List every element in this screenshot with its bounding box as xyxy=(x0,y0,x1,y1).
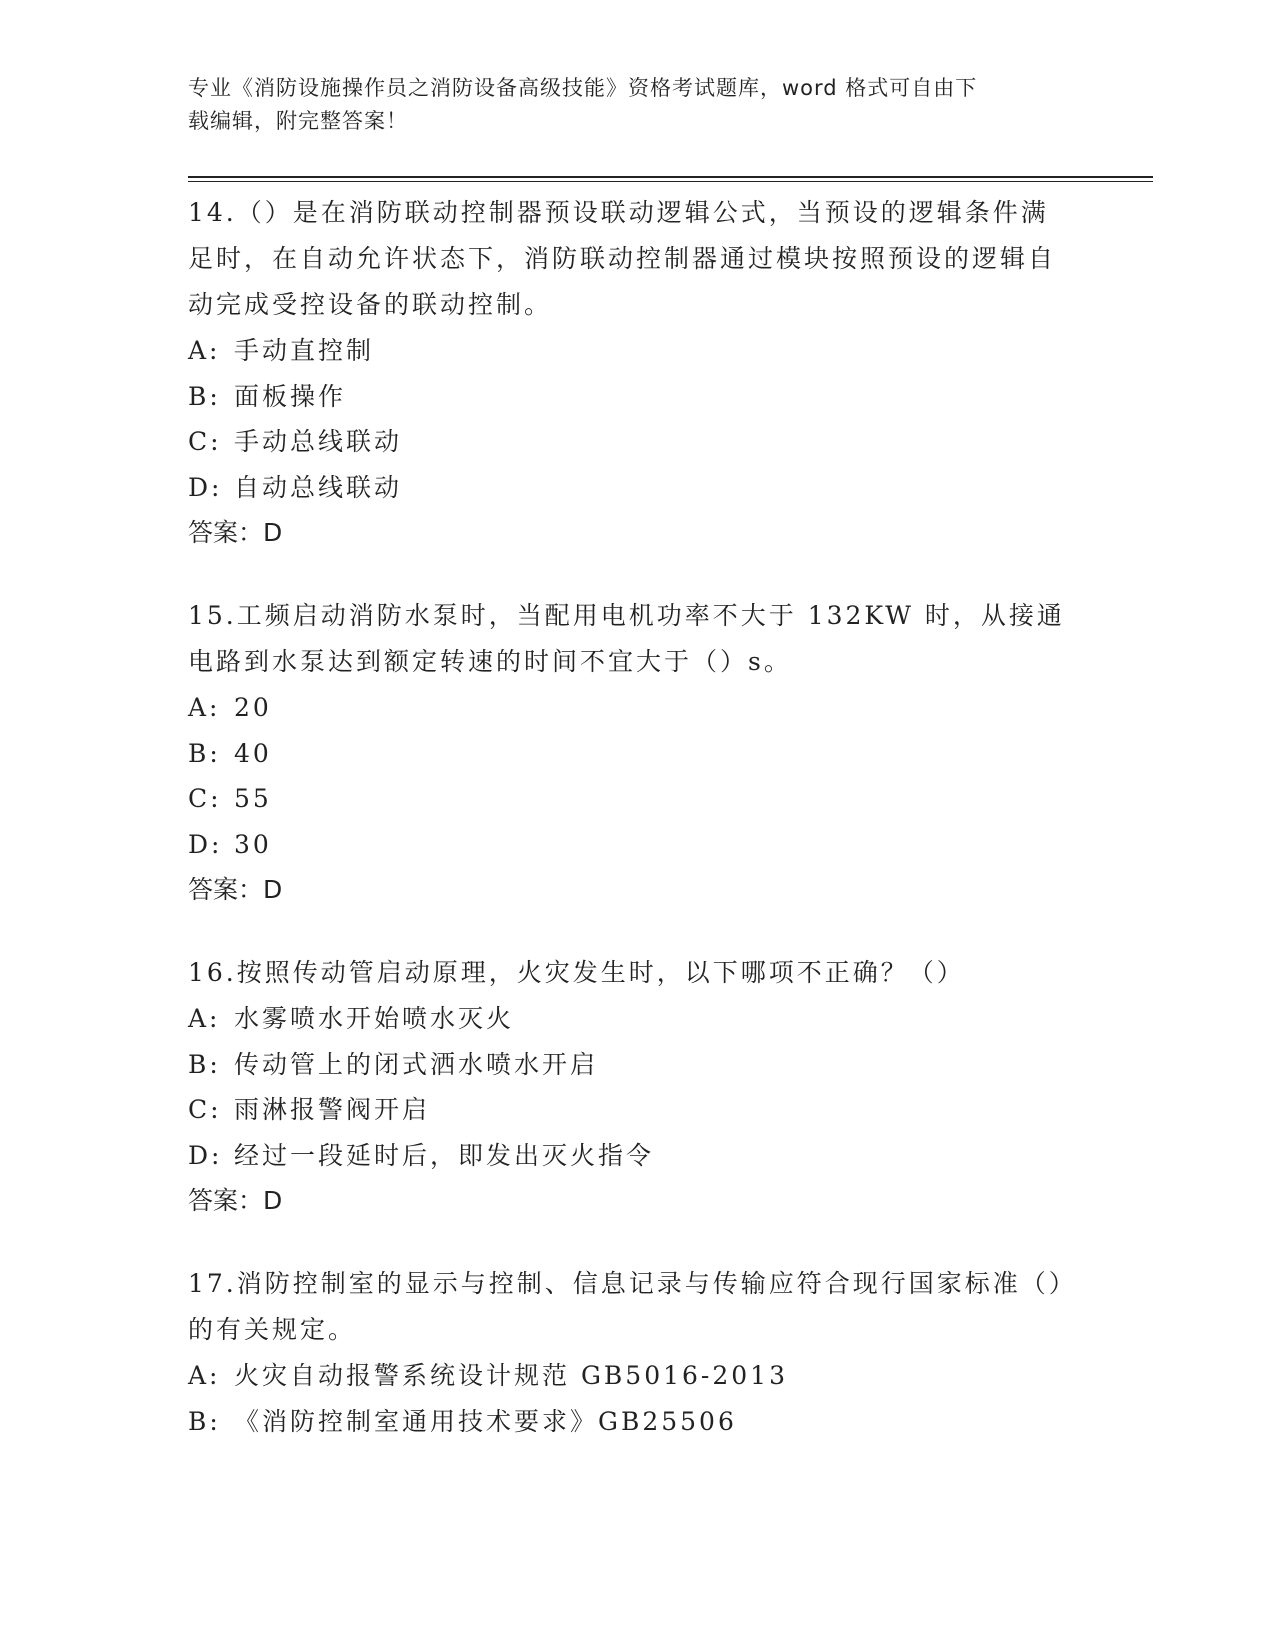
header-line-2: 载编辑，附完整答案！ xyxy=(188,109,408,133)
option-d xyxy=(188,465,1088,511)
option-a xyxy=(188,328,1088,374)
option-text: 火灾自动报警系统设计规范 GB5016-2013 xyxy=(234,1361,788,1390)
question-list xyxy=(188,190,1088,1481)
option-key: B: xyxy=(188,1406,221,1436)
option-a xyxy=(188,685,1088,731)
header-divider-thin xyxy=(188,181,1153,182)
question-stem: 17.消防控制室的显示与控制、信息记录与传输应符合现行国家标准（）的有关规定。 xyxy=(188,1269,1065,1344)
header-line-1: 专业《消防设施操作员之消防设备高级技能》资格考试题库，word 格式可自由下 xyxy=(188,76,978,100)
option-key: A: xyxy=(188,1361,221,1390)
option-b xyxy=(188,1042,1088,1088)
option-key: B: xyxy=(188,381,221,411)
header-divider xyxy=(188,176,1153,178)
option-text: 传动管上的闭式洒水喷水开启 xyxy=(234,1049,599,1079)
option-a xyxy=(188,1353,1088,1399)
answer-line: 答案：D xyxy=(188,518,283,547)
option-c xyxy=(188,419,1088,465)
option-text: 经过一段延时后，即发出灭火指令 xyxy=(234,1140,655,1170)
option-b xyxy=(188,1399,1088,1445)
option-key: D: xyxy=(188,1140,223,1170)
option-key: C: xyxy=(188,1095,222,1124)
question-15 xyxy=(188,593,1088,913)
option-key: B: xyxy=(188,1049,221,1079)
question-stem: 16.按照传动管启动原理，火灾发生时，以下哪项不正确？（） xyxy=(188,958,965,987)
option-text: 《消防控制室通用技术要求》GB25506 xyxy=(234,1406,737,1436)
question-16 xyxy=(188,950,1088,1224)
question-14 xyxy=(188,190,1088,556)
option-key: C: xyxy=(188,784,222,813)
option-key: A: xyxy=(188,1004,221,1033)
option-key: B: xyxy=(188,738,221,768)
option-key: D: xyxy=(188,829,223,859)
document-header xyxy=(188,72,1088,138)
answer-line: 答案：D xyxy=(188,875,283,904)
option-b xyxy=(188,731,1088,777)
option-key: C: xyxy=(188,427,222,456)
option-text: 雨淋报警阀开启 xyxy=(234,1095,431,1124)
answer-line: 答案：D xyxy=(188,1186,283,1215)
option-b xyxy=(188,374,1088,420)
option-key: A: xyxy=(188,693,221,722)
option-d xyxy=(188,1133,1088,1179)
option-key: A: xyxy=(188,336,221,365)
option-text: 55 xyxy=(234,784,272,813)
option-text: 20 xyxy=(234,693,272,722)
option-text: 水雾喷水开始喷水灭火 xyxy=(234,1004,515,1033)
question-17 xyxy=(188,1261,1088,1444)
question-stem: 14.（）是在消防联动控制器预设联动逻辑公式，当预设的逻辑条件满足时，在自动允许状态下，消防联动控制器通过模块按照预设的逻辑自动完成受控设备的联动控制。 xyxy=(188,198,1057,319)
option-text: 40 xyxy=(234,738,272,768)
question-stem: 15.工频启动消防水泵时，当配用电机功率不大于 132KW 时，从接通电路到水泵达到额定转速的时间不宜大于（）s。 xyxy=(188,601,1065,676)
option-text: 自动总线联动 xyxy=(234,472,403,502)
option-text: 手动总线联动 xyxy=(234,427,403,456)
option-text: 手动直控制 xyxy=(234,336,375,365)
option-c xyxy=(188,1087,1088,1133)
option-text: 面板操作 xyxy=(234,381,347,411)
option-a xyxy=(188,996,1088,1042)
option-d xyxy=(188,822,1088,868)
option-key: D: xyxy=(188,472,223,502)
option-c xyxy=(188,776,1088,822)
option-text: 30 xyxy=(234,829,272,859)
